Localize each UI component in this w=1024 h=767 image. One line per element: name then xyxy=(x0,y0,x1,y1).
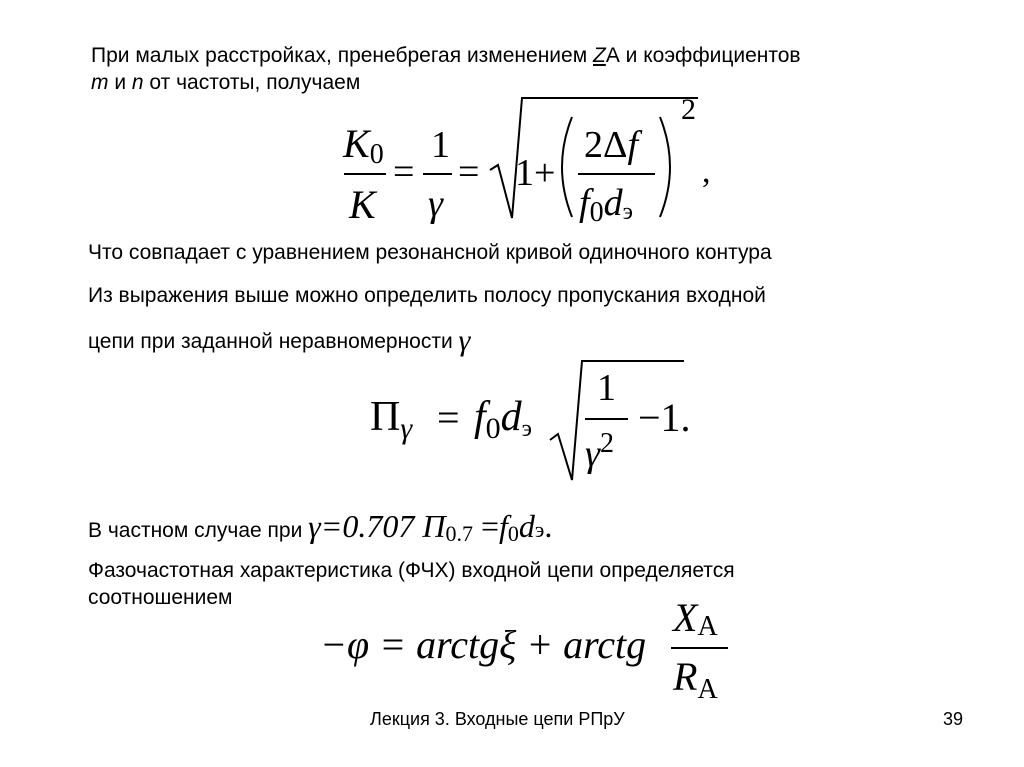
f1-denom-k: K xyxy=(349,182,376,227)
f1-eq-2: = xyxy=(458,151,480,193)
f1-exponent: 2 xyxy=(681,93,696,126)
za-z: Z xyxy=(592,44,606,67)
za-a: А xyxy=(605,44,620,67)
f1-comma: , xyxy=(702,153,711,190)
conj-and: и xyxy=(108,71,132,94)
f2-minus-one: −1. xyxy=(638,395,691,440)
f1-one-plus: 1+ xyxy=(515,152,556,194)
page-number: 39 xyxy=(943,709,964,729)
f1-f0-de: $f_0d_э$ xyxy=(579,182,633,228)
f2-pi-gamma: $\Pi_\gamma$ xyxy=(370,394,413,445)
f3-ra: $R_А$ xyxy=(673,654,718,705)
text-match: Что совпадает с уравнением резонансной кривой одиночного контура xyxy=(88,241,772,264)
f3-lhs: −φ = arctgξ + arctg xyxy=(320,622,647,667)
intro-line-2-end: от частоты, получаем xyxy=(143,71,361,94)
f2-one: 1 xyxy=(597,367,616,409)
f1-gamma: γ xyxy=(428,183,443,225)
f2-f0-de: $f_0d_э$ xyxy=(474,394,532,445)
f1-eq-1: = xyxy=(393,151,415,193)
f1-2delta-f: 2Δf xyxy=(584,124,638,166)
intro-text-start: При малых расстройках, пренебрегая изменением xyxy=(91,44,593,67)
text-phase-1: Фазочастотная характеристика (ФЧХ) входной цепи определяется xyxy=(88,559,735,582)
footer-title: Лекция 3. Входные цепи РПрУ xyxy=(370,709,625,729)
text-band-gamma: γ xyxy=(458,324,471,357)
intro-text-end: и коэффициентов xyxy=(619,44,801,67)
text-band-1: Из выражения выше можно определить полосу пропускания входной xyxy=(88,284,766,307)
f1-one: 1 xyxy=(431,124,450,166)
f2-gamma-sq: $\gamma^2$ xyxy=(585,428,614,475)
text-phase-2: соотношением xyxy=(88,586,233,609)
f3-xa: $X_А$ xyxy=(673,595,718,642)
f2-eq: = xyxy=(437,395,460,440)
special-prefix: В частном случае при xyxy=(88,519,309,542)
symbol-n: n xyxy=(131,71,144,94)
symbol-m: m xyxy=(91,71,109,94)
f1-k0: $K_0$ xyxy=(343,121,384,170)
text-band-2-body: цепи при заданной неравномерности xyxy=(88,330,459,353)
special-gamma-eq: γ=0.707 $\Pi_{0.7} =f_0dэ$. xyxy=(308,508,553,546)
